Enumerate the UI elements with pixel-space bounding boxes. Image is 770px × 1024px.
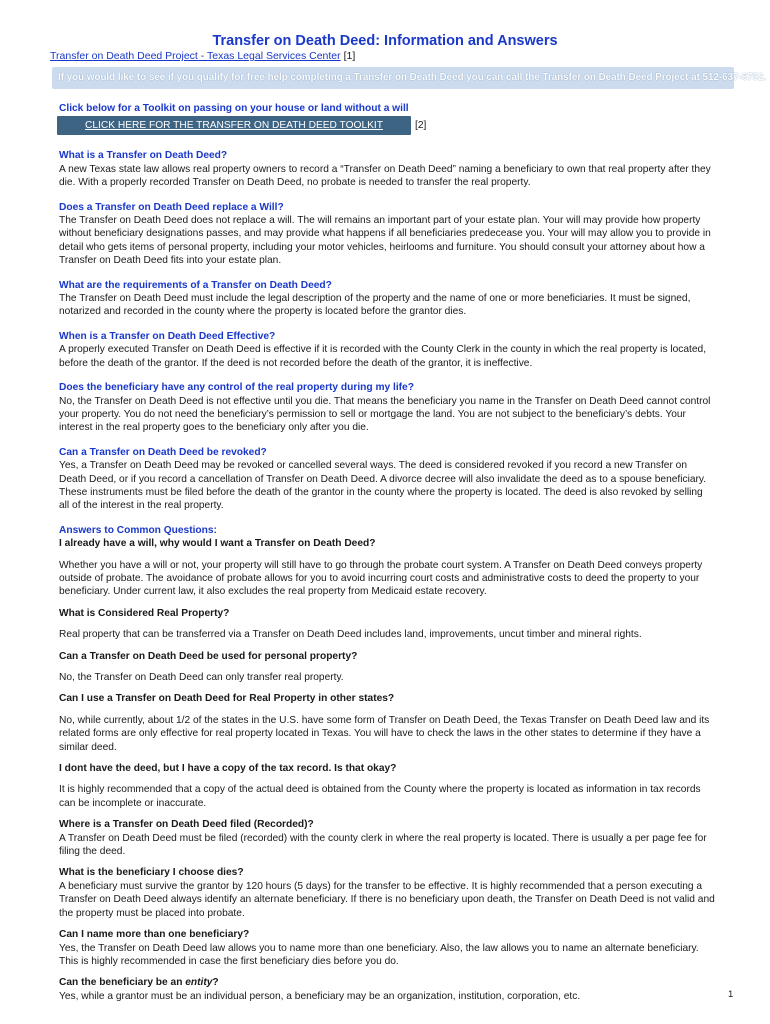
common-question: What is Considered Real Property? <box>59 607 230 619</box>
question-emphasis: entity <box>185 977 213 989</box>
banner-text: If you would like to see if you qualify for free help completing a Transfer on Death Deed you can call the Transfer on Death Deed Project at 512-637-6752. <box>58 72 767 83</box>
source-ref: [1] <box>343 50 356 62</box>
common-question: What is the beneficiary I choose dies? <box>59 867 244 879</box>
faq-answer: A new Texas state law allows real property owners to record a “Transfer on Death Deed” naming a beneficiary to own that real property after they die. With a properly recorded Transfer on Death Deed, no probate is needed to transfer the real property. <box>59 163 711 189</box>
common-answer: A Transfer on Death Deed must be filed (recorded) with the county clerk in where the real property is located. There is usually a per page fee for filing the deed. <box>59 832 707 858</box>
faq-question: Does a Transfer on Death Deed replace a Will? <box>59 201 284 213</box>
common-answer: Whether you have a will or not, your property will still have to go through the probate court system. A Transfer on Death Deed conveys property outside of probate. The avoidance of probate allows for you to avoid incurring court costs and administrative costs to deed the property to your beneficiary. Under current law, it also excludes the real property from Medicaid estate recovery. <box>59 559 703 598</box>
common-answer: Yes, the Transfer on Death Deed law allows you to name more than one beneficiary. Also, the law allows you to name an alternate beneficiary. This is highly recommended in case the first beneficiary dies before you do. <box>59 942 699 967</box>
common-question: Can I use a Transfer on Death Deed for Real Property in other states? <box>59 693 395 705</box>
source-link[interactable]: Transfer on Death Deed Project - Texas Legal Services Center <box>50 50 341 62</box>
common-answer: It is highly recommended that a copy of the actual deed is obtained from the County where the property is located as information in tax records can be incomplete or inaccurate. <box>59 784 701 809</box>
toolkit-row <box>57 116 715 135</box>
common-question: Where is a Transfer on Death Deed filed (Recorded)? <box>59 819 314 831</box>
common-question-item <box>59 866 715 920</box>
common-answer: Yes, while a grantor must be an individual person, a beneficiary may be an organization, institution, corporation, etc. <box>59 990 581 1002</box>
common-question <box>59 976 715 989</box>
toolkit-ref: [2] <box>415 120 427 132</box>
faq-answer: No, the Transfer on Death Deed is not effective until you die. That means the beneficiary you name in the Transfer on Death Deed cannot control your property. You do not need the beneficiary’s permission to sell or mortgage the land. You are not subject to the beneficiary’s debts. Your interest in the real property goes to the beneficiary only after you die. <box>59 395 711 434</box>
common-question-item <box>59 976 715 1003</box>
faq-question: When is a Transfer on Death Deed Effective? <box>59 330 276 342</box>
faq-question: What are the requirements of a Transfer on Death Deed? <box>59 279 332 291</box>
faq-section <box>59 279 715 319</box>
common-question-item <box>59 928 715 968</box>
faq-section <box>59 330 715 370</box>
common-answer: No, the Transfer on Death Deed can only transfer real property. <box>59 672 344 683</box>
common-answer: Real property that can be transferred via a Transfer on Death Deed includes land, improvements, uncut timber and mineral rights. <box>59 629 642 641</box>
faq-question: What is a Transfer on Death Deed? <box>59 150 228 162</box>
common-answer: A beneficiary must survive the grantor by 120 hours (5 days) for the transfer to be effective. It is highly recommended that a person executing a Transfer on Death Deed always identify an alternate beneficiary. If there is no beneficiary upon death, the Transfer on Death Deed is not valid and the property must be placed into probate. <box>59 880 715 919</box>
faq-section <box>59 381 715 435</box>
page-title: Transfer on Death Deed: Information and Answers <box>212 33 558 49</box>
page-number: 1 <box>728 989 734 1000</box>
faq-section <box>59 149 715 189</box>
common-answer: No, while currently, about 1/2 of the states in the U.S. have some form of Transfer on Death Deed, the Texas Transfer on Death Deed law and its related forms are only effective for real property located in Texas. You will have to check the laws in the other states to determine if they have a similar deed. <box>59 714 710 753</box>
common-question-item <box>59 762 715 810</box>
faq-answer: Yes, a Transfer on Death Deed may be revoked or cancelled several ways. The deed is considered revoked if you record a new Transfer on Death Deed, or if you record a cancellation of Transfer on Death Deed. A divorce decree will also invalidate the deed as to a spouse beneficiary. These instruments must be filed before the death of the grantor in the county where the property is located. The deed is also revoked by selling all of the interest in the real property. <box>59 460 707 512</box>
faq-question: Can a Transfer on Death Deed be revoked? <box>59 446 267 458</box>
faq-answer: A properly executed Transfer on Death Deed is effective if it is recorded with the County Clerk in the county in which the real property is located, before the death of the grantor. If the deed is not recorded before the death of the grantor, it is ineffective. <box>59 344 707 369</box>
toolkit-heading: Click below for a Toolkit on passing on your house or land without a will <box>59 103 409 114</box>
help-banner <box>52 67 767 89</box>
common-question: I already have a will, why would I want a Transfer on Death Deed? <box>59 538 376 550</box>
faq-section <box>59 201 715 268</box>
faq-answer: The Transfer on Death Deed must include the legal description of the property and the name of one or more beneficiaries. It must be signed, notarized and recorded in the county where the property is located before the grantor dies. <box>59 293 691 318</box>
common-question: Can a Transfer on Death Deed be used for personal property? <box>59 650 358 662</box>
common-question-item <box>59 650 715 685</box>
common-question: Can I name more than one beneficiary? <box>59 929 250 941</box>
question-prefix: Can the beneficiary be an <box>59 977 186 989</box>
faq-answer: The Transfer on Death Deed does not replace a will. The will remains an important part of your estate plan. Your will may provide how property without beneficiary designations passes, and may provide what happens if all beneficiaries predecease you. Your will may allow you to provide in detail who gets items of personal property, including your motor vehicles, heirlooms and furniture. You should consult your attorney about how a Transfer on Death Deed fits into your estate plan. <box>59 215 711 267</box>
common-questions-heading: Answers to Common Questions: <box>59 524 217 536</box>
common-question-item <box>59 692 715 754</box>
common-question-item <box>59 818 715 858</box>
faq-question: Does the beneficiary have any control of the real property during my life? <box>59 382 414 394</box>
common-questions <box>59 524 715 1003</box>
toolkit-button[interactable]: CLICK HERE FOR THE TRANSFER ON DEATH DEED TOOLKIT <box>57 116 411 135</box>
question-suffix: ? <box>212 977 219 989</box>
main-content <box>59 102 715 1003</box>
source-line <box>50 50 355 62</box>
common-question-item <box>59 607 715 642</box>
faq-section <box>59 446 715 513</box>
common-question-item <box>59 537 715 599</box>
common-question: I dont have the deed, but I have a copy of the tax record. Is that okay? <box>59 763 397 775</box>
